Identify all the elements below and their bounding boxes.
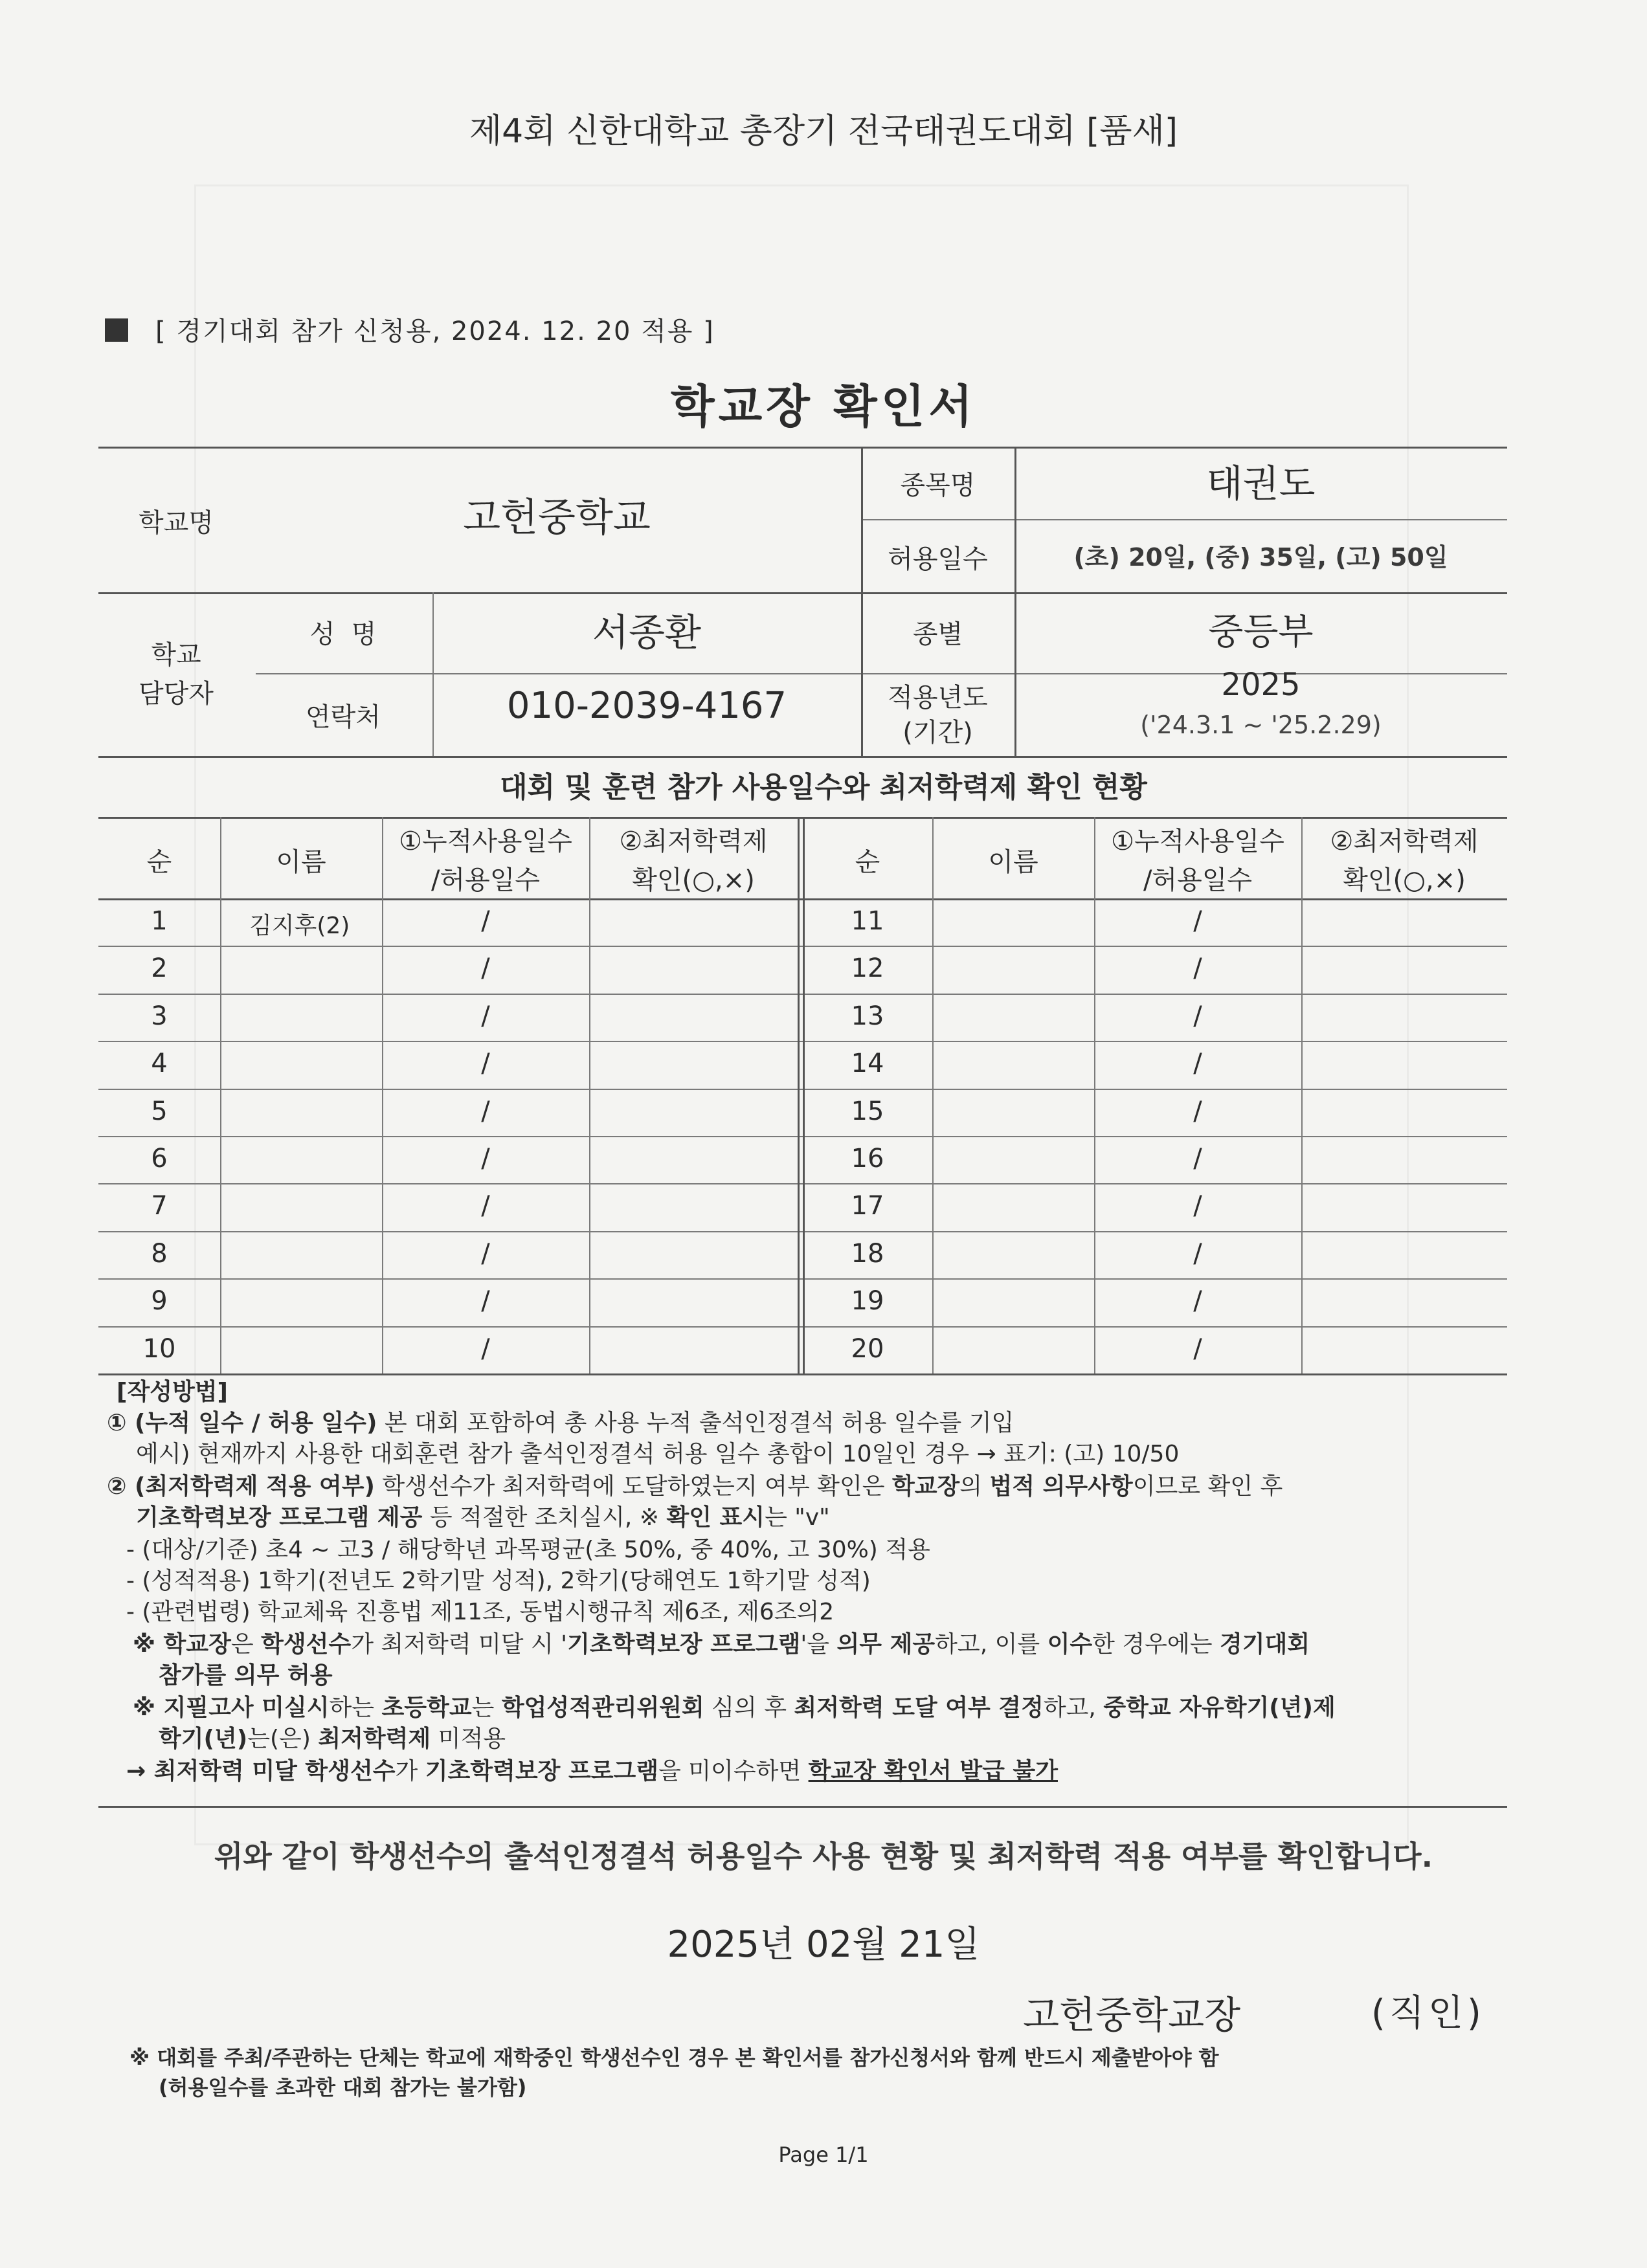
usage-center-divider (798, 817, 800, 1373)
method-line: 예시) 현재까지 사용한 대회훈련 참가 출석인정결석 허용 일수 총합이 10일인 경우 → 표기: (고) 10/50 (136, 1441, 1180, 1467)
manager-name-value: 서종환 (592, 610, 702, 654)
manager-label-line2: 담당자 (139, 679, 214, 709)
principal-name: 고헌중학교장 (1023, 1993, 1241, 2037)
year-value: 2025 (1221, 667, 1301, 703)
year-label-line1: 적용년도 (888, 683, 988, 713)
row-number: 9 (151, 1286, 168, 1316)
manager-label-line1: 학교 (151, 640, 201, 670)
row-number: 15 (851, 1096, 884, 1126)
school-name-label: 학교명 (139, 508, 214, 538)
row-number: 11 (851, 906, 884, 936)
row-number: 5 (151, 1096, 168, 1126)
division-value: 중등부 (1208, 611, 1314, 653)
days-slash: / (1193, 953, 1202, 983)
days-slash: / (1193, 1334, 1202, 1364)
days-slash: / (481, 1001, 490, 1031)
method-bottom-border (98, 1806, 1507, 1808)
row-number: 19 (851, 1286, 884, 1316)
footer-note: ※ 대회를 주최/주관하는 단체는 학교에 재학중인 학생선수인 경우 본 확인서를 참가신청서와 함께 반드시 제출받아야 함 (129, 2045, 1219, 2070)
col-check-header-line1: ②최저학력제 (1330, 827, 1479, 856)
days-slash: / (481, 1334, 490, 1364)
school-name-value: 고헌중학교 (463, 495, 651, 540)
days-slash: / (1193, 1191, 1202, 1221)
row-number: 1 (151, 906, 168, 936)
row-number: 12 (851, 953, 884, 983)
days-slash: / (481, 1286, 490, 1316)
method-line: 기초학력보장 프로그램 제공 등 적절한 조치실시, ※ 확인 표시는 "v" (136, 1504, 830, 1531)
square-bullet-icon (105, 318, 128, 342)
days-slash: / (1193, 1144, 1202, 1173)
info-table-divider (98, 592, 1507, 594)
col-name-header: 이름 (276, 847, 326, 877)
row-number: 16 (851, 1144, 884, 1173)
method-line: ① (누적 일수 / 허용 일수) 본 대회 포함하여 총 사용 누적 출석인정결석 허용 일수를 기입 (107, 1410, 1014, 1436)
col-check-header-line2: 확인(○,×) (632, 865, 755, 895)
days-slash: / (481, 1191, 490, 1221)
application-notice: [ 경기대회 참가 신청용, 2024. 12. 20 적용 ] (155, 317, 715, 346)
info-row-divider (861, 519, 1507, 520)
days-slash: / (481, 1144, 490, 1173)
days-slash: / (1193, 1286, 1202, 1316)
section-title: 대회 및 훈련 참가 사용일수와 최저학력제 확인 현황 (500, 771, 1147, 804)
method-line: - (성적적용) 1학기(전년도 2학기말 성적), 2학기(당해연도 1학기말 성적) (126, 1568, 871, 1594)
method-line: ※ 지필고사 미실시하는 초등학교는 학업성적관리위원회 심의 후 최저학력 도달 여부 결정하고, 중학교 자유학기(년)제 (133, 1695, 1336, 1721)
allowed-days-value: (초) 20일, (중) 35일, (고) 50일 (1073, 543, 1448, 572)
official-seal-label: (직인) (1371, 1992, 1485, 2034)
event-value: 태권도 (1206, 461, 1316, 506)
method-heading: [작성방법] (117, 1379, 229, 1405)
method-line: - (관련법령) 학교체육 진흥법 제11조, 동법시행규칙 제6조, 제6조의2 (126, 1599, 835, 1625)
footer-note-sub: (허용일수를 초과한 대회 참가는 불가함) (159, 2075, 527, 2100)
row-number: 2 (151, 953, 168, 983)
row-number: 8 (151, 1239, 168, 1269)
col-days-header-line1: ①누적사용일수 (399, 827, 572, 856)
method-line: → 최저학력 미달 학생선수가 기초학력보장 프로그램을 미이수하면 학교장 확인서 발급 불가 (126, 1758, 1058, 1784)
row-number: 20 (851, 1334, 884, 1364)
usage-column-divider (1301, 817, 1303, 1373)
page-number: Page 1/1 (778, 2142, 869, 2167)
confirmation-statement: 위와 같이 학생선수의 출석인정결석 허용일수 사용 현황 및 최저학력 적용 여부를 확인합니다. (214, 1839, 1433, 1874)
days-slash: / (1193, 1001, 1202, 1031)
col-no-header: 순 (855, 847, 880, 877)
days-slash: / (481, 1096, 490, 1126)
contact-label: 연락처 (306, 702, 381, 732)
row-number: 13 (851, 1001, 884, 1031)
days-slash: / (481, 1239, 490, 1269)
row-number: 3 (151, 1001, 168, 1031)
allowed-days-label: 허용일수 (888, 544, 988, 574)
row-number: 18 (851, 1239, 884, 1269)
method-line: 학기(년)는(은) 최저학력제 미적용 (159, 1726, 506, 1752)
days-slash: / (1193, 1049, 1202, 1078)
contact-value: 010-2039-4167 (506, 685, 787, 727)
row-number: 6 (151, 1144, 168, 1173)
col-check-header-line1: ②최저학력제 (619, 827, 768, 856)
col-name-header: 이름 (988, 847, 1038, 877)
method-line: 참가를 의무 허용 (159, 1662, 333, 1689)
student-name: 김지후(2) (249, 913, 350, 939)
method-line: ※ 학교장은 학생선수가 최저학력 미달 시 '기초학력보장 프로그램'을 의무 제공하고, 이를 이수한 경우에는 경기대회 (133, 1631, 1310, 1658)
event-label: 종목명 (900, 471, 976, 500)
days-slash: / (481, 1049, 490, 1078)
row-number: 7 (151, 1191, 168, 1221)
days-slash: / (481, 953, 490, 983)
col-days-header-line2: /허용일수 (1143, 865, 1253, 895)
row-number: 10 (142, 1334, 176, 1364)
table-row-divider (98, 1373, 1507, 1375)
col-days-header-line1: ①누적사용일수 (1111, 827, 1284, 856)
col-days-header-line2: /허용일수 (431, 865, 541, 895)
col-check-header-line2: 확인(○,×) (1343, 865, 1466, 895)
manager-name-label: 성 명 (309, 619, 377, 649)
method-line: - (대상/기준) 초4 ~ 고3 / 해당학년 과목평균(초 50%, 중 40%, 고 30%) 적용 (126, 1537, 930, 1563)
period-value: ('24.3.1 ~ '25.2.29) (1140, 711, 1382, 739)
info-table-bottom-border (98, 756, 1507, 758)
document-title: 학교장 확인서 (670, 380, 977, 433)
days-slash: / (481, 906, 490, 936)
usage-column-divider (932, 817, 934, 1373)
row-number: 14 (851, 1049, 884, 1078)
confirmation-date: 2025년 02월 21일 (667, 1924, 980, 1966)
row-number: 4 (151, 1049, 168, 1078)
method-line: ② (최저학력제 적용 여부) 학생선수가 최저학력에 도달하였는지 여부 확인은 학교장의 법적 의무사항이므로 확인 후 (107, 1473, 1283, 1500)
usage-column-divider (220, 817, 221, 1373)
col-no-header: 순 (146, 847, 172, 877)
document-header: 제4회 신한대학교 총장기 전국태권도대회 [품새] (469, 112, 1178, 151)
days-slash: / (1193, 1239, 1202, 1269)
year-label-line2: (기간) (902, 718, 973, 748)
row-number: 17 (851, 1191, 884, 1221)
days-slash: / (1193, 906, 1202, 936)
division-label: 종별 (912, 619, 963, 649)
days-slash: / (1193, 1096, 1202, 1126)
usage-column-divider (589, 817, 590, 1373)
info-table-top-border (98, 447, 1507, 449)
